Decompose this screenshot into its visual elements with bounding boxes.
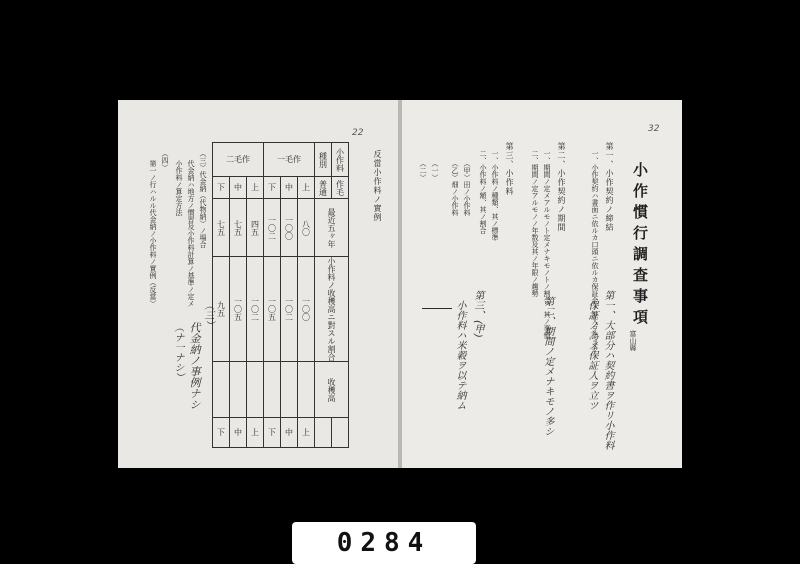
document-title: 小作慣行調査事項 [631,162,649,330]
cell-grade-mid: 中 [230,418,247,448]
cell-ichimo-high: 上 [298,177,315,199]
handwriting-right-2: 保証ノ為メ保証人ヲ立ツ [586,300,597,410]
cell-number-5: 一〇〇 [281,199,298,257]
note-3: （四） [161,150,169,171]
table-header-yield: 收穫高 [315,362,349,418]
cell-nimo-high: 上 [247,177,264,199]
note-two: （二） [419,160,427,181]
section3-heading: 第三、小作料 [505,142,514,196]
table-header-ratio: 小作料ノ收穫高ニ對スル割合 [315,257,349,362]
note-4: 第一ノ行ハルル代金納ノ小作料ノ實例（反當） [149,160,157,307]
note-2: 小作料ノ算定方法 [175,160,183,216]
handwriting-right-5: 小作料ハ米穀ヲ以テ納ム [454,300,465,410]
table-header-rent: 小作料 [332,143,349,177]
right-page-number: 32 [648,124,660,134]
table-header-nimo: 二毛作 [213,143,264,177]
section3-sub1: （甲）田ノ小作料 [463,160,471,216]
cell-grade-mid-2: 中 [281,418,298,448]
cell-grade-low: 下 [213,418,230,448]
rent-table [212,142,349,448]
location-label: 富山縣 [629,330,637,351]
handwriting-left-3: （ナ一ナシ） [172,322,183,382]
handwriting-underline [422,308,452,309]
cell-number-6: 八〇 [298,199,315,257]
note-1: 代金納ハ地方ノ慣習及小作料計算ノ基準ノ定メ [187,160,195,307]
cell-number-12: 一〇〇 [298,257,315,362]
section2-item2: 二、期間ノ定アルモノノ年数及其ノ年限ノ趨勢 [531,150,539,297]
film-number: 0284 [336,528,432,558]
table-header-ichimo: 一毛作 [264,143,315,177]
section3-item2: 二、小作料ノ額、其ノ割合 [479,150,487,234]
handwriting-left-1: （三） [202,300,213,330]
cell-number-7: 九五 [213,257,230,362]
cell-ichimo-low: 下 [264,177,281,199]
table-header-normal: 普通 [315,177,332,199]
table-header-recent: 最近五ヶ年 [315,199,349,257]
note-one: （一） [431,160,439,181]
cell-grade-high-2: 上 [298,418,315,448]
cell-number-9: 一〇二 [247,257,264,362]
cell-grade-high: 上 [247,418,264,448]
cell-number-4: 一〇二 [264,199,281,257]
handwriting-left-2: 代金納ノ事例ナシ [188,322,201,410]
cell-nimo-low: 下 [213,177,230,199]
cell-number-2: 七五 [230,199,247,257]
table-title: 反當小作料ノ實例 [373,150,382,222]
table-header-crop: 作毛 [332,177,349,199]
section3-sub2: （乙）畑ノ小作料 [451,160,459,216]
table-header-type: 種別 [315,143,332,177]
cell-number-8: 一〇五 [230,257,247,362]
cell-ichimo-mid: 中 [281,177,298,199]
note-title: （三）代金納（代物納）ノ場合 [199,150,207,248]
page-gutter [398,100,402,468]
handwriting-right-4: 第三、(甲) [472,290,483,338]
cell-nimo-mid: 中 [230,177,247,199]
section2-heading: 第二、小作契約ノ期間 [557,142,566,232]
cell-number-11: 一〇二 [281,257,298,362]
section3-item1: 一、小作料ノ種類、其ノ標準 [491,150,499,241]
left-page-number: 22 [352,128,364,138]
section2-item1: 一、期間ノ定メアルモノト定メナキモノトノ割合、其ノ事情 [543,150,551,339]
cell-grade-low-2: 下 [264,418,281,448]
cell-number-10: 一〇五 [264,257,281,362]
section1-heading: 第一、小作契約ノ締結 [605,142,614,232]
cell-number-3: 四五 [247,199,264,257]
handwriting-right-1: 第一、大部分ハ契約書ヲ作リ小作料 [602,290,613,450]
handwriting-right-3: 第二、期間ノ定メナキモノ多シ [542,296,553,436]
cell-number-1: 七五 [213,199,230,257]
section1-item1: 一、小作契約ハ書面ニ依ルカ口頭ニ依ルカ保証金ノ差入ヲナスヤ [591,150,599,353]
